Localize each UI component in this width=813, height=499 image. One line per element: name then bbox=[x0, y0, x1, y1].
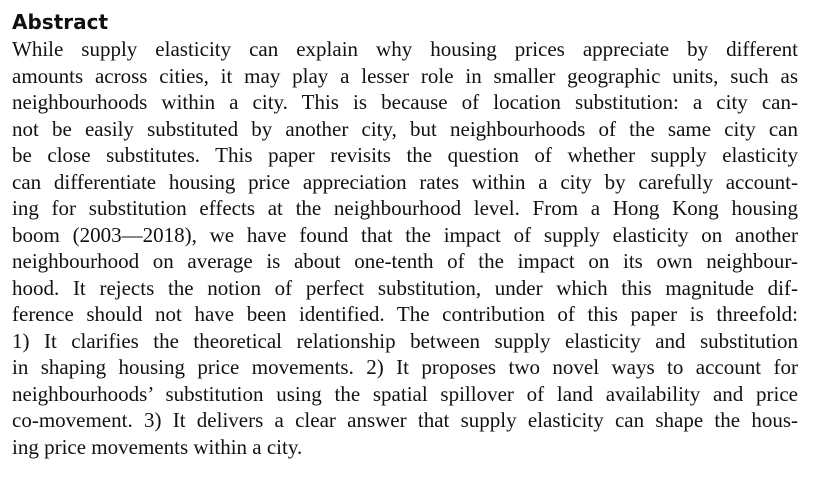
abstract-line: boom (2003—2018), we have found that the impact of supply elasticity on another bbox=[12, 222, 798, 247]
abstract-line: hood. It rejects the notion of perfect substitution, under which this magnitude dif- bbox=[12, 275, 798, 300]
abstract-line: co-movement. 3) It delivers a clear answer that supply elasticity can shape the hous- bbox=[12, 408, 798, 432]
abstract-body bbox=[12, 36, 798, 460]
abstract-line: neighbourhoods’ substitution using the spatial spillover of land availability and price bbox=[12, 381, 798, 406]
abstract-line: neighbourhood on average is about one-tenth of the impact on its own neighbour- bbox=[12, 249, 798, 273]
abstract-line: While supply elasticity can explain why housing prices appreciate by different bbox=[12, 37, 798, 61]
abstract-line: ference should not have been identified. The contribution of this paper is threefold: bbox=[12, 302, 798, 326]
abstract-line: 1) It clarifies the theoretical relationship between supply elasticity and substitution bbox=[12, 328, 798, 353]
abstract-line: amounts across cities, it may play a lesser role in smaller geographic units, such as bbox=[12, 63, 798, 88]
abstract-line: ing price movements within a city. bbox=[12, 434, 303, 459]
abstract-line: in shaping housing price movements. 2) It proposes two novel ways to account for bbox=[12, 355, 798, 379]
abstract-line: be close substitutes. This paper revisits the question of whether supply elasticity bbox=[12, 143, 798, 167]
abstract-line: ing for substitution effects at the neighbourhood level. From a Hong Kong housing bbox=[12, 196, 798, 220]
abstract-line: can differentiate housing price appreciation rates within a city by carefully account- bbox=[12, 169, 798, 194]
abstract-line: not be easily substituted by another city, but neighbourhoods of the same city can bbox=[12, 116, 798, 141]
abstract-section bbox=[12, 8, 798, 460]
abstract-line: neighbourhoods within a city. This is because of location substitution: a city can- bbox=[12, 90, 798, 114]
abstract-heading: Abstract bbox=[12, 10, 109, 34]
